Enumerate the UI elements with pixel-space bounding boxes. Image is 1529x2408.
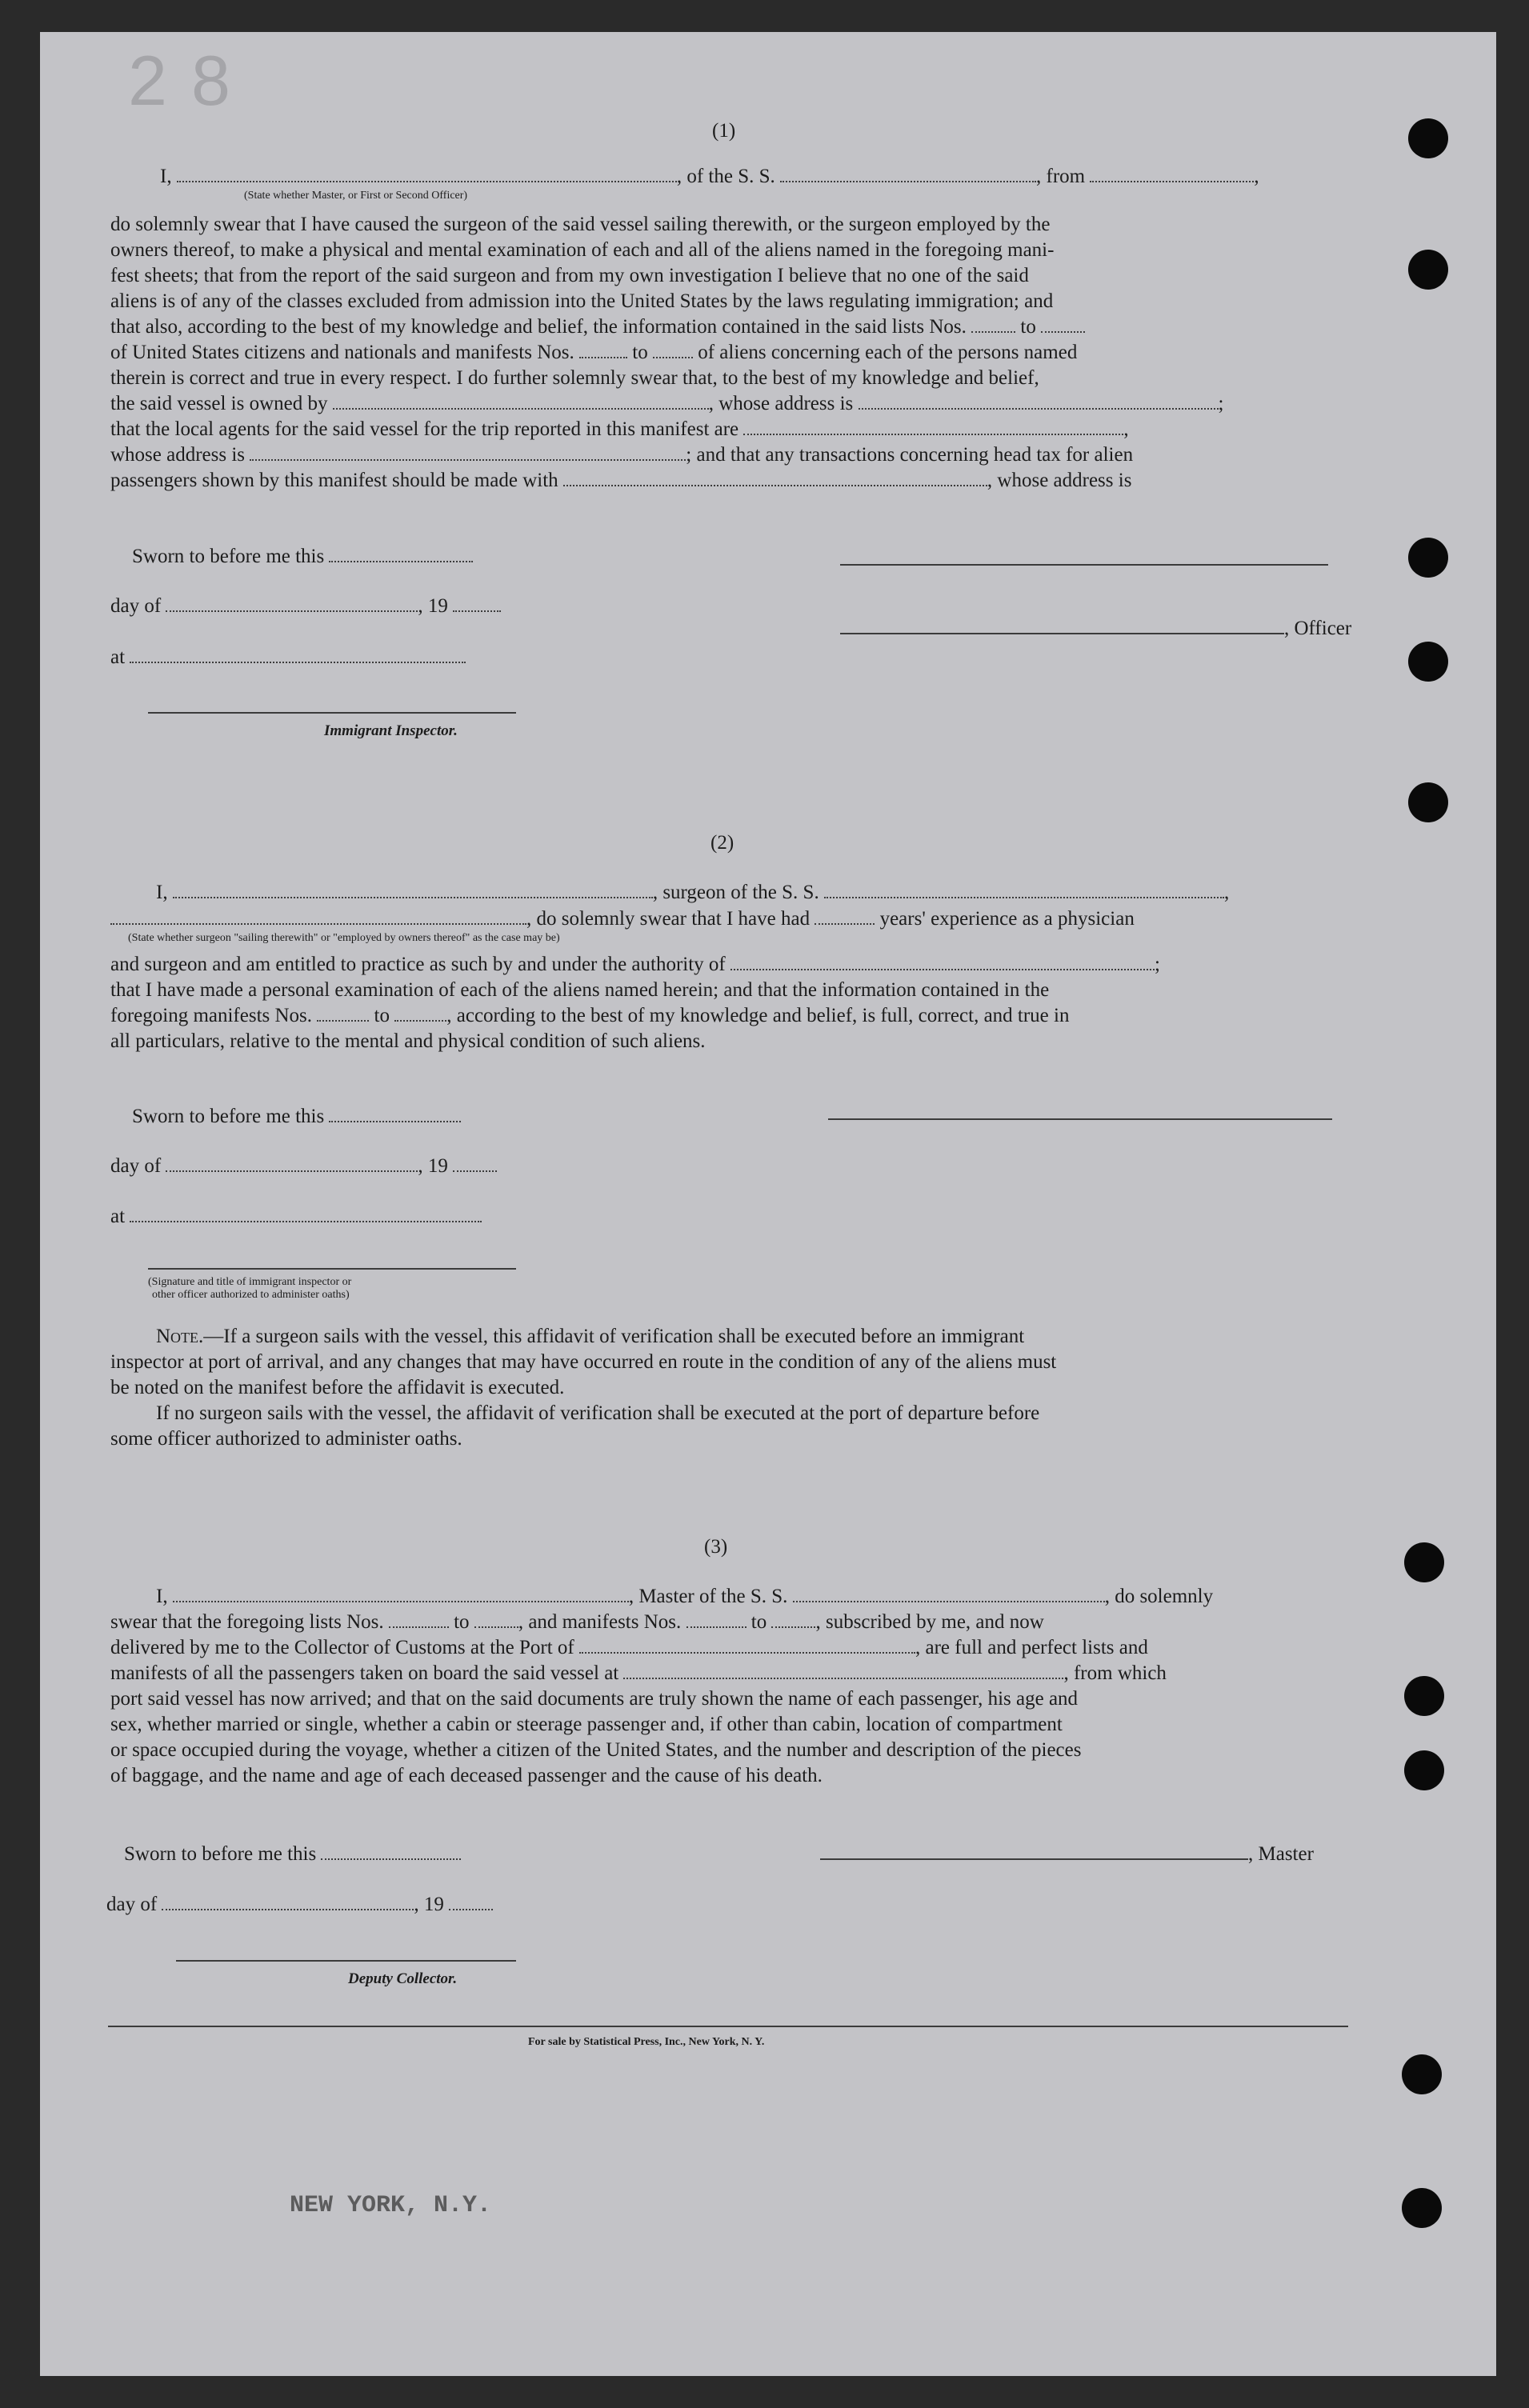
- para-text: the said vessel is owned by: [110, 393, 328, 414]
- note-line: If no surgeon sails with the vessel, the affidavit of verification shall be executed at the port of departure before: [156, 1402, 1040, 1424]
- day-label: day of: [106, 1894, 158, 1915]
- para-line: that I have made a personal examination of each of the aliens named herein; and that the information contained in the: [110, 979, 1050, 1001]
- of-ss-label: , of the S. S.: [676, 166, 775, 187]
- inspector-signature-line: [148, 712, 516, 714]
- agents-address-field[interactable]: [250, 443, 686, 461]
- departure-port-field[interactable]: [623, 1662, 1063, 1679]
- manifests-to-field[interactable]: [771, 1610, 815, 1628]
- year-field[interactable]: [453, 1154, 497, 1172]
- para-line: that the local agents for the said vessel for the trip reported in this manifest are ,: [110, 418, 1129, 440]
- para-text: foregoing manifests Nos.: [110, 1005, 313, 1026]
- state-note: (State whether Master, or First or Second Officer): [244, 190, 468, 202]
- para-text: delivered by me to the Collector of Customs at the Port of: [110, 1637, 574, 1658]
- punch-hole: [1404, 1750, 1444, 1790]
- footer-rule: [108, 2026, 1348, 2027]
- para-line: all particulars, relative to the mental and physical condition of such aliens.: [110, 1030, 706, 1052]
- years-field[interactable]: [815, 907, 875, 925]
- i-label: I,: [156, 882, 168, 903]
- surgeon-name-field[interactable]: [173, 881, 653, 898]
- sworn-label: Sworn to before me this: [124, 1843, 317, 1865]
- para-line: do solemnly swear that I have caused the surgeon of the said vessel sailing therewith, or the surgeon employed by the: [110, 214, 1051, 235]
- signature-line: [148, 1268, 516, 1270]
- manifests-to-field[interactable]: [394, 1004, 446, 1022]
- para-text: passengers shown by this manifest should be made with: [110, 470, 558, 491]
- owner-address-field[interactable]: [859, 392, 1219, 410]
- stamp: NEW YORK, N.Y.: [290, 2192, 492, 2219]
- day-field[interactable]: [162, 1893, 414, 1910]
- sworn-date-field[interactable]: [329, 545, 473, 562]
- deputy-signature-line: [176, 1960, 516, 1962]
- para-text: , and manifests Nos.: [518, 1611, 682, 1633]
- para-line: aliens is of any of the classes excluded from admission into the United States by the laws regulating immigration; and: [110, 290, 1054, 312]
- para-line: or space occupied during the voyage, whether a citizen of the United States, and the number and description of the pieces: [110, 1739, 1082, 1761]
- note-line: inspector at port of arrival, and any changes that may have occurred en route in the condition of any of the aliens must: [110, 1351, 1057, 1373]
- para-text: , subscribed by me, and now: [815, 1611, 1044, 1633]
- officer-signature-field[interactable]: [840, 617, 1284, 634]
- day-line: [106, 1892, 493, 1917]
- sworn-date-field[interactable]: [321, 1842, 461, 1860]
- to-label: to: [454, 1611, 470, 1633]
- form-sheet: [40, 32, 1496, 2376]
- day-field[interactable]: [166, 1154, 418, 1172]
- para-text: , whose address is: [987, 470, 1132, 491]
- day-line: [110, 1154, 497, 1178]
- para-line: [110, 1661, 1167, 1686]
- punch-hole: [1408, 642, 1448, 682]
- para-text: , from which: [1063, 1662, 1167, 1684]
- para-line: [110, 314, 1085, 339]
- to-label: to: [750, 1611, 767, 1633]
- agents-field[interactable]: [743, 418, 1123, 435]
- master-signature-line: [820, 1842, 1314, 1866]
- deputy-label: Deputy Collector.: [348, 1970, 458, 1987]
- punch-hole: [1408, 782, 1448, 822]
- year-field[interactable]: [449, 1893, 493, 1910]
- master-vessel-field[interactable]: [793, 1585, 1105, 1602]
- master-label: , Master: [1248, 1843, 1314, 1865]
- officer-label: , Officer: [1284, 618, 1352, 639]
- sig-note: other officer authorized to administer oaths): [152, 1289, 350, 1301]
- to-label: to: [1020, 316, 1036, 338]
- punch-hole: [1408, 538, 1448, 578]
- punch-hole: [1404, 1676, 1444, 1716]
- para-text: of aliens concerning each of the persons named: [698, 342, 1078, 363]
- para-text: that the local agents for the said vessel for the trip reported in this manifest are: [110, 418, 739, 440]
- note-line: be noted on the manifest before the affidavit is executed.: [110, 1377, 565, 1398]
- note-line: [156, 1324, 1024, 1349]
- at-line: [110, 645, 466, 670]
- section-1-number: (1): [712, 120, 736, 142]
- sig-note: (Signature and title of immigrant inspector or: [148, 1276, 352, 1288]
- para-text: years' experience as a physician: [879, 908, 1135, 930]
- sworn-line: [124, 1842, 461, 1866]
- sworn-line: [132, 544, 473, 569]
- sworn-date-field[interactable]: [329, 1105, 461, 1122]
- surgeon-vessel-field[interactable]: [824, 881, 1224, 898]
- year-label: , 19: [418, 1155, 448, 1177]
- section-1-oath-line: I, , of the S. S. , from ,: [160, 166, 1259, 187]
- para-text: swear that the foregoing lists Nos.: [110, 1611, 384, 1633]
- at-field[interactable]: [130, 1205, 482, 1222]
- para-line: [110, 442, 1133, 467]
- headtax-field[interactable]: [563, 469, 987, 486]
- para-line: the said vessel is owned by , whose address is ;: [110, 393, 1224, 414]
- section-3-number: (3): [704, 1536, 728, 1558]
- to-label: to: [374, 1005, 390, 1026]
- port-from-field[interactable]: [1090, 165, 1254, 182]
- para-text: ; and that any transactions concerning head tax for alien: [686, 444, 1134, 466]
- para-line: [110, 1003, 1069, 1028]
- para-line: [110, 468, 1131, 493]
- lists-to-field[interactable]: [1041, 315, 1085, 333]
- para-line: owners thereof, to make a physical and mental examination of each and all of the aliens named in the foregoing mani-: [110, 239, 1055, 261]
- manifests-from-field[interactable]: [317, 1004, 369, 1022]
- punch-hole: [1408, 250, 1448, 290]
- at-label: at: [110, 1206, 126, 1227]
- at-label: at: [110, 646, 126, 668]
- para-text: manifests of all the passengers taken on board the said vessel at: [110, 1662, 619, 1684]
- authority-field[interactable]: [730, 953, 1155, 970]
- surgeon-state-note: (State whether surgeon "sailing therewith" or "employed by owners thereof" as the case may be): [128, 932, 560, 944]
- para-line: of baggage, and the name and age of each deceased passenger and the cause of his death.: [110, 1765, 823, 1786]
- para-line: and surgeon and am entitled to practice as such by and under the authority of ;: [110, 954, 1160, 975]
- i-label: I,: [156, 1586, 168, 1607]
- note-line: some officer authorized to administer oaths.: [110, 1428, 462, 1450]
- para-text: of United States citizens and nationals and manifests Nos.: [110, 342, 574, 363]
- surgeon-of-label: , surgeon of the S. S.: [652, 882, 819, 903]
- i-label: I,: [160, 166, 172, 187]
- to-label: to: [632, 342, 648, 363]
- lists-from-field[interactable]: [971, 315, 1015, 333]
- para-text: that also, according to the best of my knowledge and belief, the information contained in the said lists Nos.: [110, 316, 967, 338]
- manifests-from-field[interactable]: [686, 1610, 746, 1628]
- at-line: [110, 1204, 482, 1229]
- officer-rule-1: [840, 564, 1328, 566]
- day-label: day of: [110, 595, 162, 617]
- inspector-label: Immigrant Inspector.: [324, 722, 458, 739]
- surgeon-line-2: [110, 906, 1135, 931]
- para-text: and surgeon and am entitled to practice as such by and under the authority of: [110, 954, 726, 975]
- sworn-label: Sworn to before me this: [132, 546, 325, 567]
- surgeon-line: I, , surgeon of the S. S. ,: [156, 882, 1230, 903]
- surgeon-status-field[interactable]: [110, 907, 526, 925]
- note-label: Note.: [156, 1326, 204, 1347]
- master-signature-field[interactable]: [820, 1842, 1248, 1860]
- para-line: port said vessel has now arrived; and that on the said documents are truly shown the name of each passenger, his age and: [110, 1688, 1079, 1710]
- punch-hole: [1404, 1542, 1444, 1582]
- at-field[interactable]: [130, 646, 466, 663]
- year-label: , 19: [418, 595, 448, 617]
- para-text: , whose address is: [708, 393, 854, 414]
- para-line: [110, 1635, 1148, 1660]
- day-label: day of: [110, 1155, 162, 1177]
- master-line: [156, 1584, 1213, 1609]
- manifests-from-field[interactable]: [579, 341, 627, 358]
- para-text: , do solemnly swear that I have had: [526, 908, 811, 930]
- surgeon-signature-line: [828, 1118, 1332, 1120]
- year-label: , 19: [414, 1894, 444, 1915]
- para-line: fest sheets; that from the report of the said surgeon and from my own investigation I believe that no one of the said: [110, 265, 1029, 286]
- para-line: therein is correct and true in every respect. I do further solemnly swear that, to the best of my knowledge and belief,: [110, 367, 1039, 389]
- from-label: , from: [1036, 166, 1086, 187]
- punch-hole: [1408, 118, 1448, 158]
- day-line: [110, 594, 501, 618]
- note-text: —If a surgeon sails with the vessel, this affidavit of verification shall be executed before an immigrant: [203, 1326, 1025, 1347]
- officer-line: [840, 616, 1351, 641]
- sworn-line: [132, 1104, 461, 1129]
- officer-name-field[interactable]: [177, 165, 677, 182]
- para-line: [110, 1610, 1044, 1634]
- master-name-field[interactable]: [173, 1585, 629, 1602]
- section-2-number: (2): [710, 832, 734, 854]
- sworn-label: Sworn to before me this: [132, 1106, 325, 1127]
- page-number: 28: [128, 41, 254, 120]
- lists-from-field[interactable]: [389, 1610, 449, 1628]
- para-line: [110, 340, 1077, 365]
- para-line: sex, whether married or single, whether a cabin or steerage passenger and, if other than cabin, location of compartment: [110, 1714, 1063, 1735]
- para-text: whose address is: [110, 444, 246, 466]
- para-text: , according to the best of my knowledge and belief, is full, correct, and true in: [446, 1005, 1070, 1026]
- lists-to-field[interactable]: [474, 1610, 518, 1628]
- port-field[interactable]: [579, 1636, 915, 1654]
- vessel-name-field[interactable]: [780, 165, 1036, 182]
- owner-field[interactable]: [333, 392, 709, 410]
- master-of-label: , Master of the S. S.: [628, 1586, 788, 1607]
- day-field[interactable]: [166, 594, 418, 612]
- para-text: , are full and perfect lists and: [915, 1637, 1148, 1658]
- punch-hole: [1402, 2054, 1442, 2094]
- para-text: , do solemnly: [1104, 1586, 1214, 1607]
- punch-hole: [1402, 2188, 1442, 2228]
- manifests-to-field[interactable]: [653, 341, 693, 358]
- footer-text: For sale by Statistical Press, Inc., New York, N. Y.: [528, 2036, 765, 2048]
- year-field[interactable]: [453, 594, 501, 612]
